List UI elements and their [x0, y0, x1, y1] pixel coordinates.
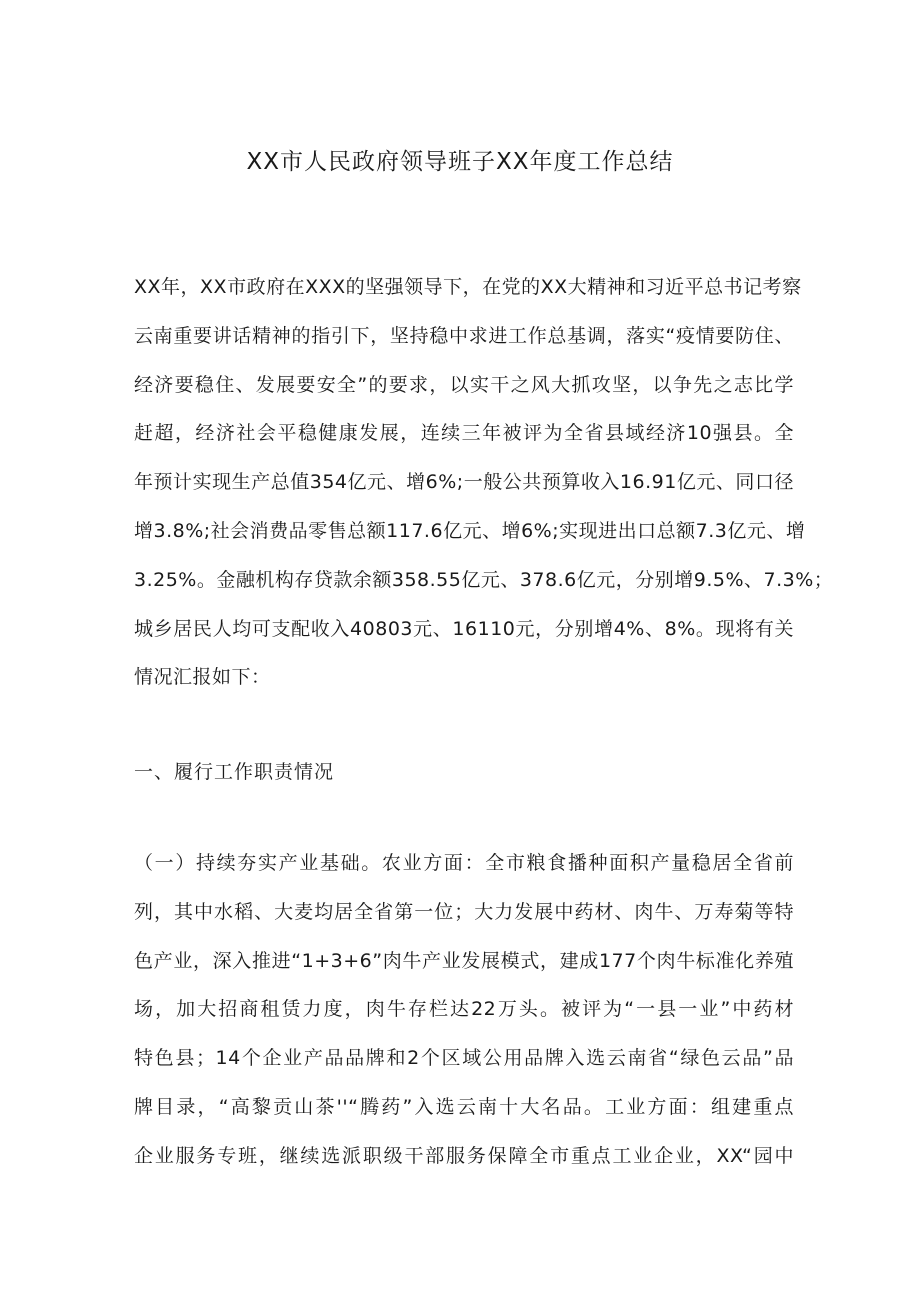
paragraph-line: XX年，XX市政府在XXX的坚强领导下，在党的XX大精神和习近平总书记考察	[134, 276, 802, 298]
paragraph-line: （一）持续夯实产业基础。农业方面：全市粮食播种面积产量稳居全省前	[134, 852, 794, 874]
paragraph-line: 列，其中水稻、大麦均居全省第一位；大力发展中药材、肉牛、万寿菊等特	[134, 900, 794, 923]
paragraph-line: 场，加大招商租赁力度，肉牛存栏达22万头。被评为“一县一业”中药材	[134, 998, 794, 1021]
paragraph-line: 牌目录，“高黎贡山茶''“腾药”入选云南十大名品。工业方面：组建重点	[134, 1095, 794, 1118]
paragraph-line: 3.25%。金融机构存贷款余额358.55亿元、378.6亿元，分别增9.5%、7.3%；	[134, 568, 834, 591]
paragraph-line: 企业服务专班，继续选派职级干部服务保障全市重点工业企业，XX“园中	[134, 1144, 794, 1167]
paragraph-line: 云南重要讲话精神的指引下，坚持稳中求进工作总基调，落实“疫情要防住、	[134, 324, 794, 347]
section-paragraph	[134, 839, 794, 1181]
paragraph-line: 城乡居民人均可支配收入40803元、16110元，分别增4%、8%。现将有关	[134, 617, 794, 640]
intro-paragraph	[134, 263, 834, 702]
paragraph-line: 年预计实现生产总值354亿元、增6%;一般公共预算收入16.91亿元、同口径	[134, 471, 794, 494]
paragraph-line: 特色县；14个企业产品品牌和2个区域公用品牌入选云南省“绿色云品”品	[134, 1047, 794, 1070]
paragraph-line: 增3.8%;社会消费品零售总额117.6亿元、增6%;实现进出口总额7.3亿元、增	[134, 519, 806, 542]
paragraph-line: 赶超，经济社会平稳健康发展，连续三年被评为全省县域经济10强县。全	[134, 422, 794, 445]
section-heading: 一、履行工作职责情况	[134, 761, 335, 783]
paragraph-line: 色产业，深入推进“1+3+6”肉牛产业发展模式，建成177个肉牛标准化养殖	[134, 949, 794, 972]
paragraph-line: 情况汇报如下：	[134, 666, 271, 689]
paragraph-line: 经济要稳住、发展要安全”的要求，以实干之风大抓攻坚，以争先之志比学	[134, 373, 794, 396]
document-title: XX市人民政府领导班子XX年度工作总结	[246, 149, 674, 175]
